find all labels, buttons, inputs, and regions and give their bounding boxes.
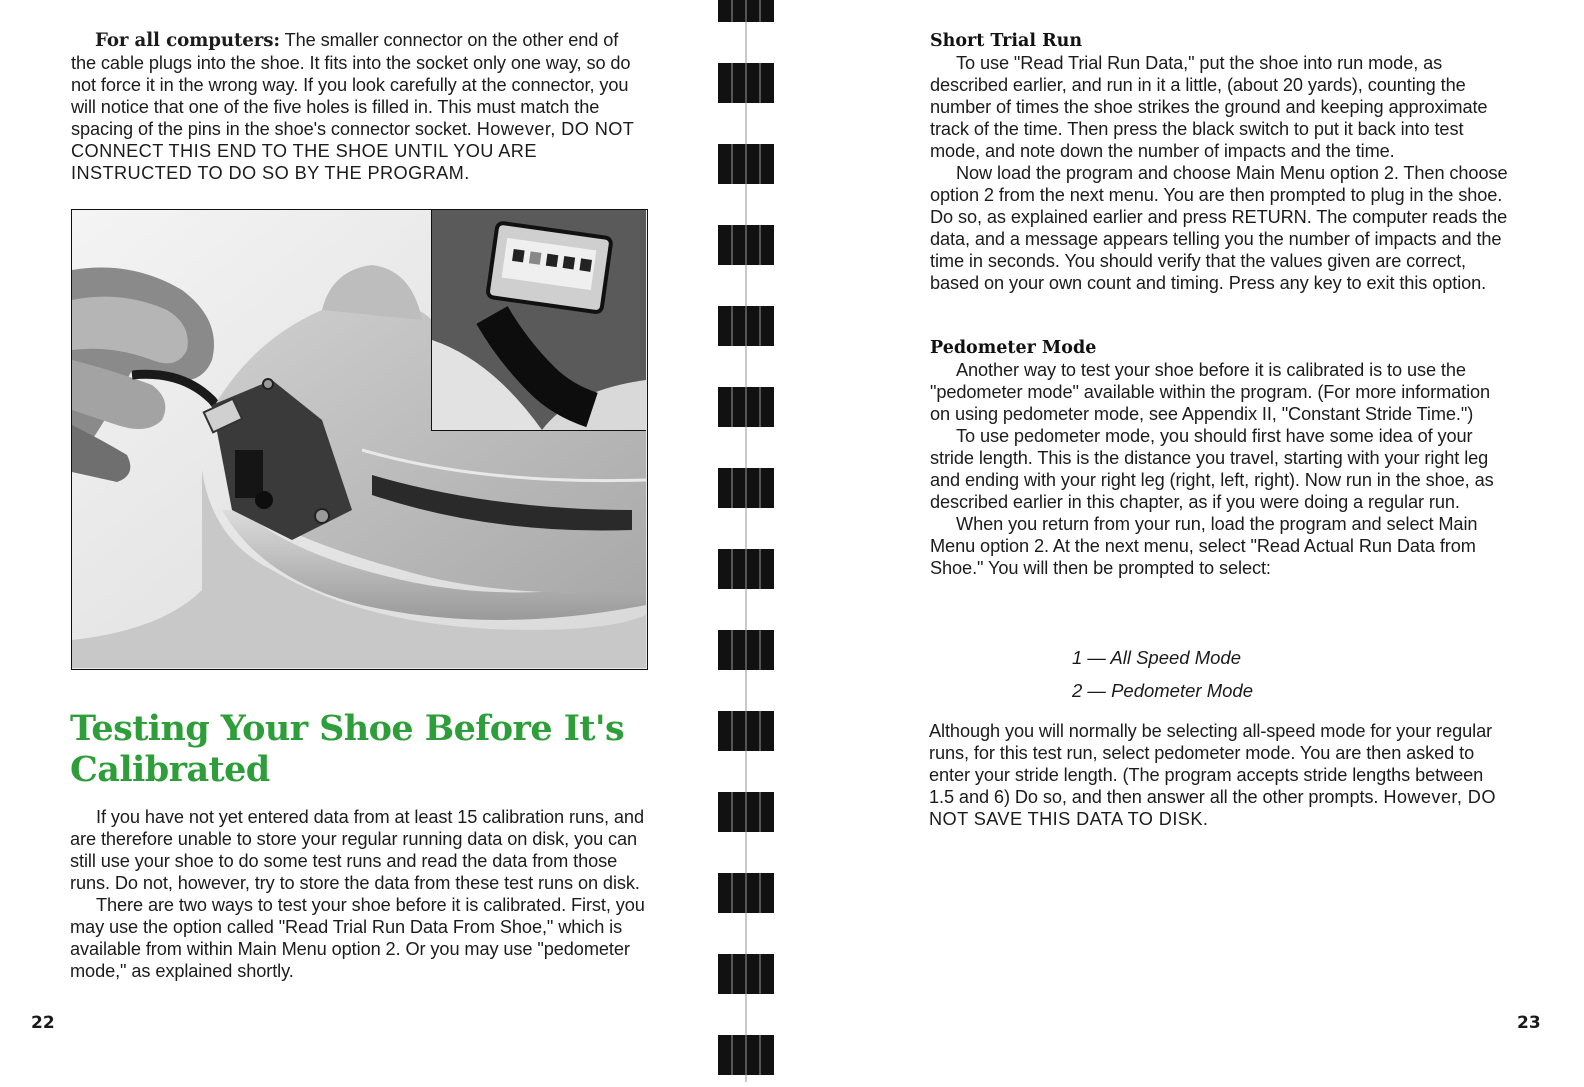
- binding-ring: [718, 306, 774, 346]
- trial-run-heading: Short Trial Run: [930, 31, 1083, 51]
- binding-ring: [718, 1035, 774, 1075]
- body-paragraph-2: There are two ways to test your shoe before it is calibrated. First, you may use the option called "Read Trial Run Data From Shoe," which is available from within Main Menu option 2. Or you may use "pedometer mode," as explained shortly.: [70, 895, 645, 981]
- pedometer-heading: Pedometer Mode: [930, 338, 1097, 358]
- trial-run-paragraph-2: Now load the program and choose Main Menu option 2. Then choose option 2 from the next menu. You are then prompted to plug in the shoe. Do so, as explained earlier and press RETURN. The computer reads the data, and a message appears telling you the number of impacts and the time in seconds. You should verify that the values given are correct, based on your own count and timing. Press any key to exit this option.: [930, 163, 1508, 293]
- pedometer-paragraph-3: When you return from your run, load the program and select Main Menu option 2. At the next menu, select "Read Actual Run Data from Shoe." You will then be prompted to select:: [930, 514, 1478, 578]
- binding-ring: [718, 711, 774, 751]
- closing-warning: However, DO NOT SAVE THIS DATA TO DISK.: [929, 787, 1496, 829]
- section-heading: Testing Your Shoe Before It's Calibrated: [70, 708, 625, 790]
- page-number-right: 23: [1517, 1013, 1541, 1033]
- shoe-connector-photo: [71, 209, 648, 670]
- binding-ring: [718, 954, 774, 994]
- binding-ring: [718, 144, 774, 184]
- closing-block: [929, 720, 1509, 830]
- intro-paragraph: [71, 29, 646, 184]
- section-body: [70, 806, 650, 982]
- intro-lead: For all computers:: [95, 30, 280, 51]
- binding-ring: [718, 225, 774, 265]
- binding-ring: [718, 873, 774, 913]
- binding-ring: [718, 468, 774, 508]
- spiral-binding: [715, 0, 777, 1082]
- page-number-left: 22: [31, 1013, 55, 1033]
- binding-ring: [718, 387, 774, 427]
- pedometer-section: [930, 337, 1510, 579]
- body-paragraph-1: If you have not yet entered data from at least 15 calibration runs, and are therefore unable to store your regular running data on disk, you can still use your shoe to do some test runs and read the data from those runs. Do not, however, try to store the data from these test runs on disk.: [70, 807, 644, 893]
- trial-run-section: [930, 30, 1510, 294]
- binding-ring: [718, 792, 774, 832]
- spiral-binding-graphic: [715, 0, 777, 1082]
- pedometer-paragraph-2: To use pedometer mode, you should first have some idea of your stride length. This is the distance you travel, starting with your right leg and ending with your right leg (right, left, right). Now run in the shoe, as described earlier in this chapter, as if you were doing a regular run.: [930, 426, 1494, 512]
- option-all-speed: 1 — All Speed Mode: [1072, 647, 1241, 668]
- mode-options: [1072, 641, 1472, 707]
- intro-warning: However, DO NOT CONNECT THIS END TO THE SHOE UNTIL YOU ARE INSTRUCTED TO DO SO BY THE PROGRAM.: [71, 119, 634, 183]
- closing-paragraph: [929, 720, 1509, 830]
- intro-text: The smaller connector on the other end of the cable plugs into the shoe. It fits into the socket only one way, so do not force it in the wrong way. If you look carefully at the connector, you will notice that one of the five holes is filled in. This must match the spacing of the pins in the shoe's connector socket.: [71, 30, 631, 139]
- binding-ring: [718, 549, 774, 589]
- photo-illustration: [72, 210, 646, 668]
- trial-run-paragraph-1: To use "Read Trial Run Data," put the shoe into run mode, as described earlier, and run in it a little, (about 20 yards), counting the number of times the shoe strikes the ground and keeping approximate track of the time. Then press the black switch to put it back into test mode, and note down the number of impacts and the time.: [930, 53, 1488, 161]
- option-pedometer: 2 — Pedometer Mode: [1072, 680, 1253, 701]
- binding-ring: [718, 0, 774, 22]
- binding-ring: [718, 630, 774, 670]
- pedometer-paragraph-1: Another way to test your shoe before it is calibrated is to use the "pedometer mode" available within the program. (For more information on using pedometer mode, see Appendix II, "Constant Stride Time."): [930, 360, 1491, 424]
- binding-ring: [718, 63, 774, 103]
- intro-block: [71, 29, 646, 184]
- closing-text: Although you will normally be selecting all-speed mode for your regular runs, for this test run, select pedometer mode. You are then asked to enter your stride length. (The program accepts stride lengths between 1.5 and 6) Do so, and then answer all the other prompts.: [929, 721, 1493, 807]
